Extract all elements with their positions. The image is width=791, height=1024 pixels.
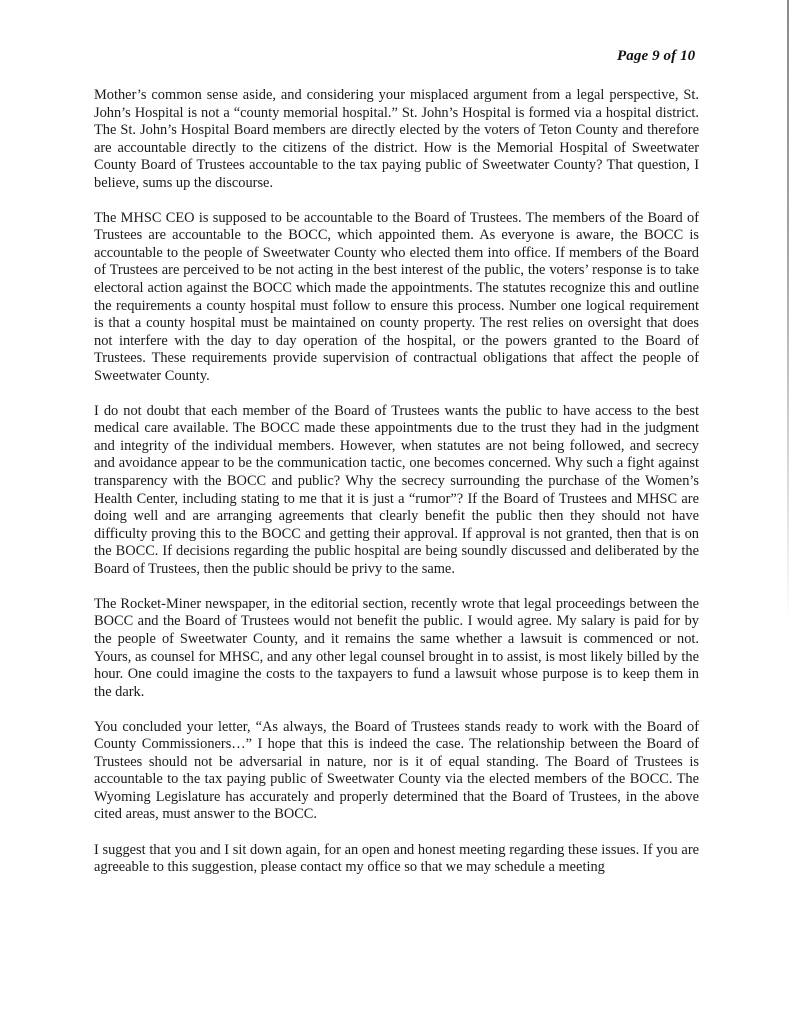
page-number-header: Page 9 of 10 <box>617 48 696 64</box>
paragraph-meeting-suggestion: I suggest that you and I sit down again, for an open and honest meeting regarding these issues. If you are agreeable to this suggestion, please contact my office so that we may schedule a meeting <box>94 841 699 876</box>
paragraph-st-johns-hospital: Mother’s common sense aside, and considering your misplaced argument from a legal perspective, St. John’s Hospital is not a “county memorial hospital.” St. John’s Hospital is formed via a hospital district. The St. John’s Hospital Board members are directly elected by the voters of Teton County and therefore are accountable directly to the citizens of the district. How is the Memorial Hospital of Sweetwater County Board of Trustees accountable to the tax paying public of Sweetwater County? That question, I believe, sums up the discourse. <box>94 87 699 191</box>
letter-body <box>94 87 699 894</box>
paragraph-legal-proceedings: The Rocket-Miner newspaper, in the editorial section, recently wrote that legal proceedings between the BOCC and the Board of Trustees would not benefit the public. I would agree. My salary is paid for by the people of Sweetwater County, and it remains the same whether a lawsuit is commenced or not. Yours, as counsel for MHSC, and any other legal counsel brought in to assist, is most likely billed by the hour. One could imagine the costs to the taxpayers to fund a lawsuit whose purpose is to keep them in the dark. <box>94 595 699 700</box>
paragraph-letter-conclusion-response: You concluded your letter, “As always, the Board of Trustees stands ready to work with the Board of County Commissioners…” I hope that this is indeed the case. The relationship between the Board of Trustees should not be adversarial in nature, nor is it of equal standing. The Board of Trustees is accountable to the tax paying public of Sweetwater County via the elected members of the BOCC. The Wyoming Legislature has accurately and properly determined that the Board of Trustees, in the above cited areas, must answer to the BOCC. <box>94 718 699 823</box>
paragraph-transparency-concerns: I do not doubt that each member of the Board of Trustees wants the public to have access to the best medical care available. The BOCC made these appointments due to the trust they had in the judgment and integrity of the individual members. However, when statutes are not being followed, and secrecy and avoidance appear to be the communication tactic, one becomes concerned. Why such a fight against transparency with the BOCC and public? Why the secrecy surrounding the purchase of the Women’s Health Center, including stating to me that it is just a “rumor”? If the Board of Trustees and MHSC are doing well and are arranging agreements that clearly benefit the public then they should not have difficulty proving this to the BOCC and getting their approval. If approval is not granted, then that is on the BOCC. If decisions regarding the public hospital are being soundly discussed and deliberated by the Board of Trustees, then the public should be privy to the same. <box>94 402 699 577</box>
paragraph-accountability-chain: The MHSC CEO is supposed to be accountable to the Board of Trustees. The members of the Board of Trustees are accountable to the BOCC, which appointed them. As everyone is aware, the BOCC is accountable to the people of Sweetwater County who elected them into office. If members of the Board of Trustees are perceived to be not acting in the best interest of the public, the voters’ response is to take electoral action against the BOCC which made the appointments. The statutes recognize this and outline the requirements a county hospital must follow to ensure this process. Number one logical requirement is that a county hospital must be maintained on county property. The rest relies on oversight that does not interfere with the day to day operation of the hospital, or the powers granted to the Board of Trustees. These requirements provide supervision of contractual obligations that affect the people of Sweetwater County. <box>94 209 699 384</box>
scanned-page-edge <box>787 0 789 620</box>
